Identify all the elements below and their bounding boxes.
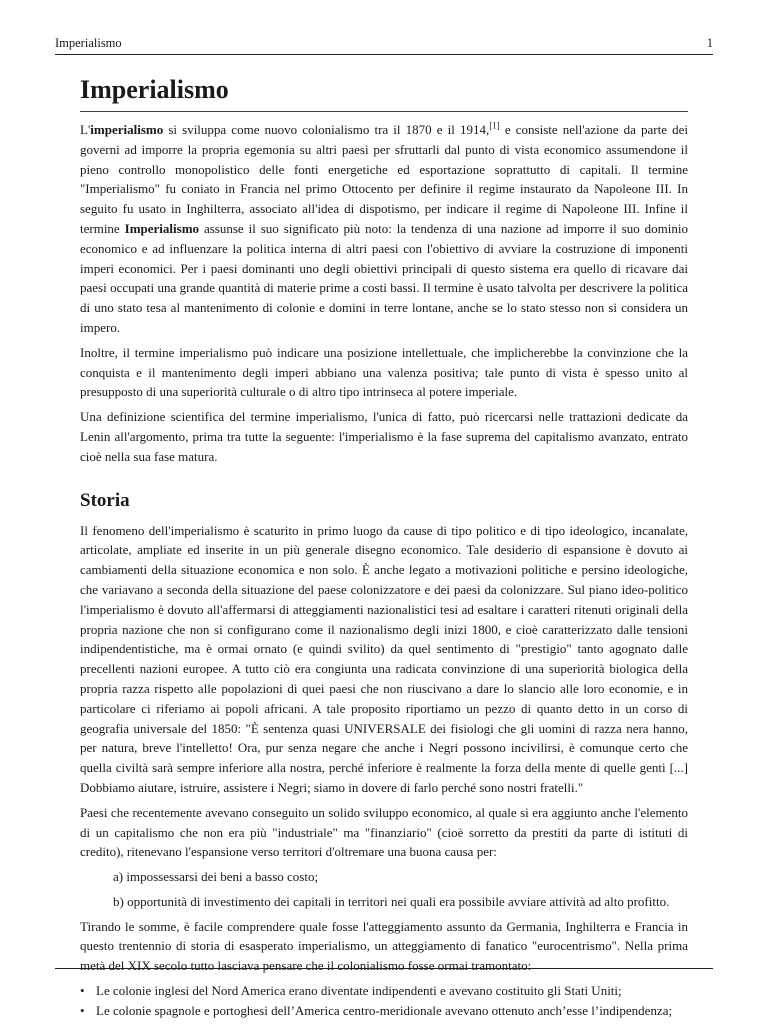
bullet-icon: • xyxy=(80,983,85,999)
list-item xyxy=(80,981,688,1001)
article-title: Imperialismo xyxy=(80,74,688,112)
list-item xyxy=(80,1001,688,1021)
storia-paragraph-3: Tirando le somme, è facile comprendere quale fosse l'atteggiamento assunto da Germania, Inghilterra e Francia in questo trentennio di storia di esasperato imperialismo, un atteggiamento di fanatico "eurocentrismo". Nella prima metà del XIX secolo tutto lasciava pensare che il colonialismo fosse ormai tramontato: xyxy=(80,918,688,974)
intro-paragraph-3: Una definizione scientifica del termine imperialismo, l'unica di fatto, può ricercarsi nelle trattazioni dedicate da Lenin all'argomento, prima tra tutte la seguente: l'imperialismo è la fase suprema del capitalismo avanzato, entrato cioè nella sua fase matura. xyxy=(80,409,688,464)
intro-paragraph-2: Inoltre, il termine imperialismo può indicare una posizione intellettuale, che implicherebbe la convinzione che la conquista e il mantenimento degli imperi abbiano una valenza positiva; tale punto di vista è spesso unito al presupposto di una superiorità culturale o di altro tipo intrinseca al potere imperiale. xyxy=(80,344,688,400)
footer-divider xyxy=(55,968,713,969)
article-body xyxy=(80,70,688,1021)
intro-text: si sviluppa come nuovo colonialismo tra il 1870 e il 1914, xyxy=(163,122,490,137)
intro-text: e consiste nell'azione da parte dei governi ad imporre la propria egemonia su altri paesi per sfruttarli dal punto di vista economico assumendone il pieno controllo monopolistico delle fonti energetiche ed esportazione soprattutto di capitali. Il termine "Imperialismo" fu coniato in Francia nel primo Ottocento per definire il regime instaurato da Napoleone III. In seguito fu usato in Inghilterra, associato all'idea di dispotismo, per indicare il regime di Napoleone III. Infine il termine xyxy=(80,122,688,236)
storia-item-a: a) impossessarsi dei beni a basso costo; xyxy=(113,869,319,885)
reference-link[interactable]: [1] xyxy=(489,120,500,131)
term-bold: Imperialismo xyxy=(124,220,200,236)
storia-paragraph-2: Paesi che recentemente avevano conseguito un solido sviluppo economico, al quale si era aggiunto anche l'elemento di un capitalismo che non era più "industriale" ma "finanziario" (cioè sorretto da prestiti da parte di istituti di credito), ritenevano l'espansione verso territori d'oltremare una buona causa per: xyxy=(80,804,688,860)
storia-paragraph-1: Il fenomeno dell'imperialismo è scaturito in primo luogo da cause di tipo politico e di tipo ideologico, incanalate, articolate, ampliate ed inserite in un più generale disegno economico. Tale desiderio di espansione è dovuto ai cambiamenti della situazione economica e non solo. È anche legato a motivazioni politiche e persino ideologiche, che variavano a seconda della situazione del paese colonizzatore e dei paesi da colonizzare. Sul piano ideo-politico l'imperialismo è dovuto all'affermarsi di atteggiamenti nazionalistici tesi ad esaltare i caratteri ritenuti originali della propria nazione che non si configurano come il nazionalismo degli inizi 1800, e cioè caratterizzato dalle tensioni indipendentistiche, ma è ormai ornato (e quindi svilito) da quel sentimento di "prestigio" tanto agognato dalle precellenti nazioni europee. A tutto ciò era congiunta una radicata convinzione di una superiorità biologica della propria razza rispetto alle popolazioni di quei paesi che non riuscivano a dare lo slancio alle loro economie, e in particolare ci riferiamo ai popoli africani. A tale proposito riportiamo un pezzo di quanto detto in un corso di geografia universale del 1850: "È sentenza quasi UNIVERSALE dei fisiologi che gli uomini di razza nera hanno, per natura, breve l'intelletto! Ora, pur senza negare che anche i Negri possono incivilirsi, è comunque certo che quella civiltà sarà sempre inferiore alla nostra, perché inferiore è realmente la forza della mente di quelle genti [...] Dobbiamo aiutare, istruire, assistere i Negri; siamo in dovere di farlo perché sono nostri fratelli." xyxy=(80,522,688,795)
page-number: 1 xyxy=(706,36,713,50)
intro-text: L' xyxy=(80,122,91,137)
intro-paragraph-1 xyxy=(80,120,688,338)
running-header xyxy=(55,34,713,55)
running-header-title: Imperialismo xyxy=(55,36,122,50)
bullet-icon: • xyxy=(80,1002,85,1018)
term-bold: imperialismo xyxy=(90,122,164,137)
intro-text: assunse il suo significato più noto: la tendenza di una nazione ad imporre il suo dominio economico e ad influenzare la politica interna di altri paesi con l'obiettivo di avviare la costruzione di imponenti imperi economici. Per i paesi dominanti uno degli obiettivi principali di questo sistema era quello di ricavare dai paesi occupati una grande quantità di materie prime a costi bassi. Il termine è usato talvolta per descrivere la politica di uno stato tesa al mantenimento di colonie e domini in terre lontane, anche se lo stato stesso non si considera un impero. xyxy=(80,220,688,335)
list-item-text: Le colonie inglesi del Nord America erano diventate indipendenti e avevano costituito gli Stati Uniti; xyxy=(96,983,622,999)
storia-item-b: b) opportunità di investimento dei capitali in territori nei quali era possibile avviare attività ad alto profitto. xyxy=(113,893,670,909)
storia-bullet-list xyxy=(80,981,688,1021)
list-item-text: Le colonie spagnole e portoghesi dell’America centro-meridionale avevano ottenuto anch’esse l’indipendenza; xyxy=(96,1002,673,1018)
section-heading-storia: Storia xyxy=(80,489,130,511)
